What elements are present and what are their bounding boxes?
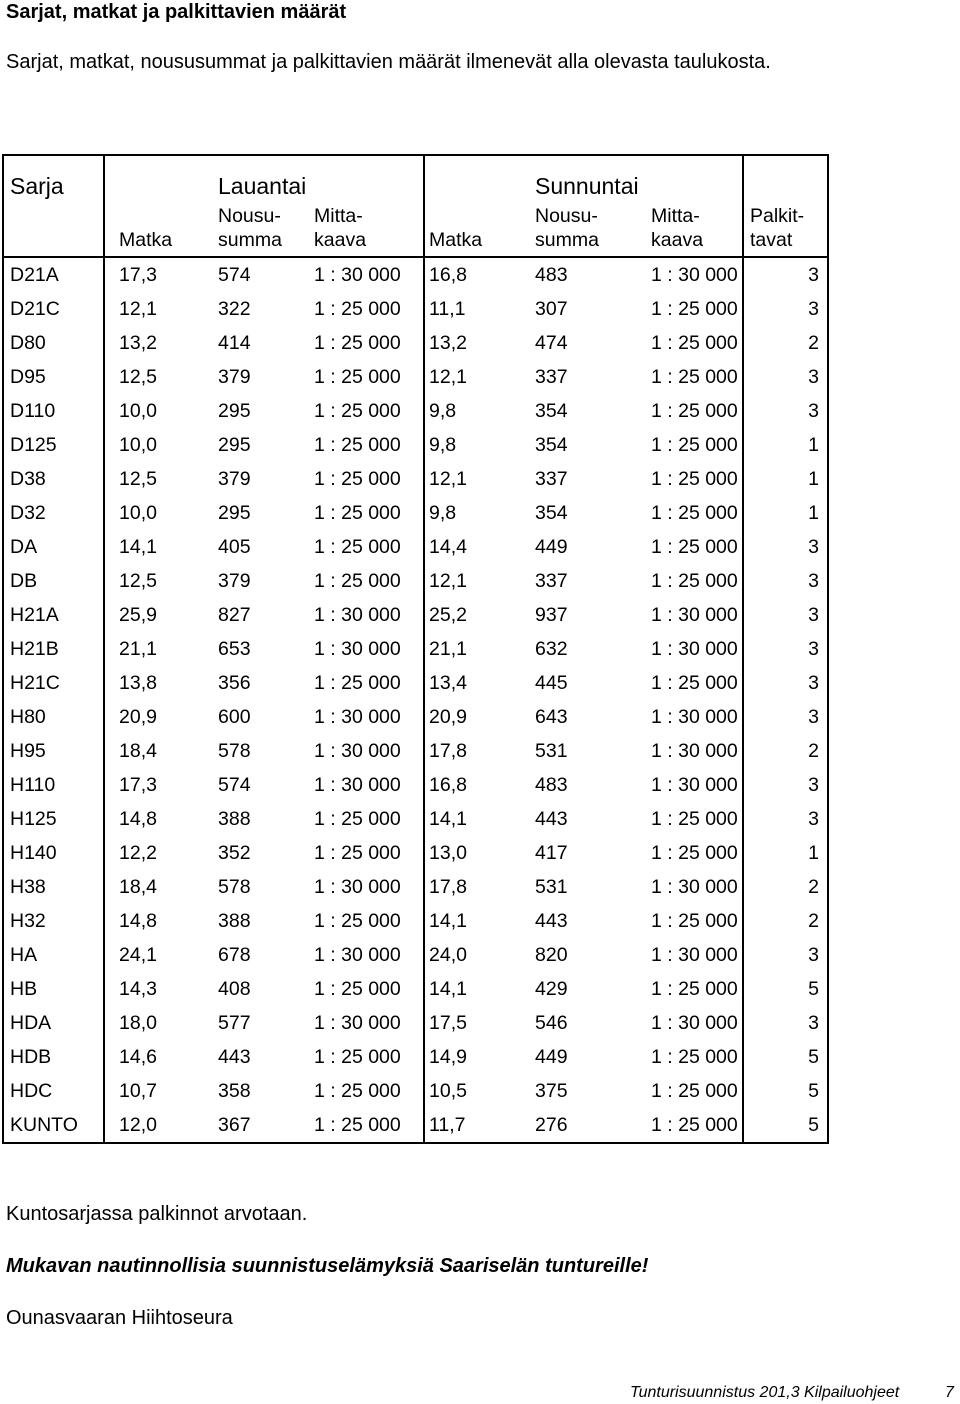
table-header-columns — [3, 200, 828, 257]
table-row — [3, 938, 828, 972]
cell-sat-mitta: 1 : 30 000 — [310, 632, 424, 666]
cell-palkittavat: 5 — [743, 972, 828, 1006]
cell-sat-matka: 13,2 — [119, 331, 157, 354]
table-row — [3, 972, 828, 1006]
cell-sarja: HDA — [3, 1006, 104, 1040]
cell-sat-matka: 12,2 — [119, 841, 157, 864]
cell-sarja: HDB — [3, 1040, 104, 1074]
cell-sat-nousu: 295 — [218, 399, 251, 422]
cell-sat-matka: 25,9 — [119, 603, 157, 626]
cell-sat-nousu: 295 — [218, 501, 251, 524]
cell-sat-matka: 18,4 — [119, 739, 157, 762]
page-number: 7 — [945, 1384, 954, 1401]
cell-sarja: HB — [3, 972, 104, 1006]
table-row — [3, 1074, 828, 1108]
cell-palkittavat: 3 — [743, 938, 828, 972]
slogan: Mukavan nautinnollisia suunnistuselämyksiä Saariselän tuntureille! — [6, 1255, 649, 1277]
cell-sun-matka: 14,1 — [429, 909, 467, 932]
table-row — [3, 734, 828, 768]
cell-sarja: D110 — [3, 394, 104, 428]
cell-sat-matka: 12,5 — [119, 569, 157, 592]
cell-sat-mitta: 1 : 25 000 — [310, 428, 424, 462]
table-row — [3, 700, 828, 734]
page-heading: Sarjat, matkat ja palkittavien määrät — [6, 1, 347, 23]
cell-palkittavat: 1 — [743, 462, 828, 496]
table-row — [3, 530, 828, 564]
cell-sarja: H110 — [3, 768, 104, 802]
cell-sun-mitta: 1 : 25 000 — [637, 530, 743, 564]
cell-palkittavat: 3 — [743, 632, 828, 666]
cell-sat-mitta: 1 : 25 000 — [310, 292, 424, 326]
cell-sun-matka: 10,5 — [429, 1079, 467, 1102]
cell-palkittavat: 1 — [743, 428, 828, 462]
cell-sarja: D95 — [3, 360, 104, 394]
cell-sat-mitta: 1 : 30 000 — [310, 938, 424, 972]
cell-sun-nousu: 820 — [535, 943, 568, 966]
cell-sun-matka: 16,8 — [429, 263, 467, 286]
cell-sat-nousu: 388 — [218, 807, 251, 830]
cell-palkittavat: 3 — [743, 700, 828, 734]
table-header-top — [3, 155, 828, 200]
cell-sat-matka: 10,7 — [119, 1079, 157, 1102]
cell-sun-nousu: 354 — [535, 399, 568, 422]
cell-sat-mitta: 1 : 30 000 — [310, 1006, 424, 1040]
cell-sat-nousu: 653 — [218, 637, 251, 660]
cell-sat-matka: 14,6 — [119, 1045, 157, 1068]
cell-sarja: D21A — [3, 257, 104, 292]
cell-sat-nousu: 379 — [218, 569, 251, 592]
cell-sun-matka: 17,8 — [429, 739, 467, 762]
cell-sun-mitta: 1 : 30 000 — [637, 700, 743, 734]
cell-palkittavat: 3 — [743, 666, 828, 700]
cell-sat-matka: 14,3 — [119, 977, 157, 1000]
cell-sun-nousu: 443 — [535, 807, 568, 830]
cell-sun-nousu: 531 — [535, 739, 568, 762]
cell-sarja: D125 — [3, 428, 104, 462]
cell-sun-matka: 24,0 — [429, 943, 467, 966]
cell-sat-mitta: 1 : 25 000 — [310, 496, 424, 530]
cell-sun-mitta: 1 : 30 000 — [637, 257, 743, 292]
cell-sun-mitta: 1 : 25 000 — [637, 1074, 743, 1108]
cell-palkittavat: 3 — [743, 564, 828, 598]
cell-sat-nousu: 578 — [218, 875, 251, 898]
cell-sat-nousu: 574 — [218, 773, 251, 796]
saturday-nousu-header: Nousu- summa — [208, 200, 310, 257]
cell-sun-nousu: 429 — [535, 977, 568, 1000]
cell-sat-matka: 14,8 — [119, 807, 157, 830]
cell-sat-mitta: 1 : 25 000 — [310, 1074, 424, 1108]
cell-sat-matka: 24,1 — [119, 943, 157, 966]
saturday-matka-header: Matka — [104, 200, 208, 257]
cell-sarja: D38 — [3, 462, 104, 496]
cell-sat-mitta: 1 : 30 000 — [310, 257, 424, 292]
cell-sun-matka: 20,9 — [429, 705, 467, 728]
cell-palkittavat: 5 — [743, 1074, 828, 1108]
table-row — [3, 870, 828, 904]
cell-sun-matka: 12,1 — [429, 569, 467, 592]
cell-sun-matka: 12,1 — [429, 467, 467, 490]
cell-sat-nousu: 352 — [218, 841, 251, 864]
cell-palkittavat: 3 — [743, 360, 828, 394]
table-body — [3, 257, 828, 1143]
cell-sarja: H95 — [3, 734, 104, 768]
cell-sat-matka: 17,3 — [119, 773, 157, 796]
cell-sun-nousu: 276 — [531, 1108, 637, 1143]
cell-sun-matka: 9,8 — [429, 501, 457, 524]
table-row — [3, 496, 828, 530]
table-row — [3, 598, 828, 632]
cell-palkittavat: 3 — [743, 598, 828, 632]
cell-sat-nousu: 379 — [218, 365, 251, 388]
cell-sun-mitta: 1 : 30 000 — [637, 870, 743, 904]
cell-sun-matka: 11,1 — [429, 297, 466, 320]
cell-palkittavat: 3 — [743, 394, 828, 428]
cell-sun-mitta: 1 : 25 000 — [637, 496, 743, 530]
cell-palkittavat: 3 — [743, 768, 828, 802]
cell-sun-matka: 13,4 — [429, 671, 467, 694]
cell-sun-matka: 14,9 — [429, 1045, 467, 1068]
cell-sat-mitta: 1 : 25 000 — [310, 904, 424, 938]
cell-sat-matka: 12,1 — [119, 297, 157, 320]
sunday-nousu-header: Nousu- summa — [531, 200, 637, 257]
footer-title: Tunturisuunnistus 201,3 Kilpailuohjeet — [630, 1384, 900, 1401]
table-row — [3, 632, 828, 666]
cell-sat-mitta: 1 : 30 000 — [310, 700, 424, 734]
cell-sun-mitta: 1 : 25 000 — [637, 326, 743, 360]
cell-sarja: DB — [3, 564, 104, 598]
courses-table — [2, 154, 829, 1144]
cell-palkittavat: 1 — [743, 836, 828, 870]
cell-sat-mitta: 1 : 25 000 — [310, 802, 424, 836]
cell-sat-nousu: 379 — [218, 467, 251, 490]
cell-sarja: D80 — [3, 326, 104, 360]
cell-sun-nousu: 337 — [535, 569, 568, 592]
cell-sarja: H21B — [3, 632, 104, 666]
cell-sat-matka: 12,5 — [119, 467, 157, 490]
cell-sat-nousu: 443 — [218, 1045, 251, 1068]
cell-sat-mitta: 1 : 30 000 — [310, 870, 424, 904]
cell-sat-nousu: 574 — [218, 263, 251, 286]
cell-sarja: D32 — [3, 496, 104, 530]
cell-sun-mitta: 1 : 25 000 — [637, 360, 743, 394]
cell-palkittavat: 2 — [743, 870, 828, 904]
cell-sat-matka: 10,0 — [119, 399, 157, 422]
table-row — [3, 428, 828, 462]
cell-sun-nousu: 483 — [535, 263, 568, 286]
cell-palkittavat: 5 — [743, 1040, 828, 1074]
cell-sarja: H38 — [3, 870, 104, 904]
cell-sun-matka: 13,2 — [429, 331, 467, 354]
cell-sat-mitta: 1 : 25 000 — [310, 836, 424, 870]
cell-sarja: H140 — [3, 836, 104, 870]
cell-sat-nousu: 414 — [218, 331, 251, 354]
cell-sarja: DA — [3, 530, 104, 564]
cell-sarja: H80 — [3, 700, 104, 734]
table-row — [3, 326, 828, 360]
cell-sun-mitta: 1 : 25 000 — [637, 972, 743, 1006]
cell-sat-nousu: 577 — [218, 1011, 251, 1034]
cell-sun-mitta: 1 : 25 000 — [637, 836, 743, 870]
cell-sun-mitta: 1 : 30 000 — [637, 768, 743, 802]
cell-sat-nousu: 405 — [218, 535, 251, 558]
cell-sun-nousu: 337 — [535, 467, 568, 490]
cell-sarja: H21C — [3, 666, 104, 700]
cell-sat-mitta: 1 : 30 000 — [310, 768, 424, 802]
cell-sat-nousu: 322 — [218, 297, 251, 320]
table-row — [3, 768, 828, 802]
table-row — [3, 1006, 828, 1040]
cell-palkittavat: 3 — [743, 530, 828, 564]
cell-sun-matka: 17,8 — [429, 875, 467, 898]
table-row — [3, 666, 828, 700]
organizer: Ounasvaaran Hiihtoseura — [6, 1307, 233, 1329]
cell-palkittavat: 3 — [743, 257, 828, 292]
cell-sun-nousu: 643 — [535, 705, 568, 728]
cell-sat-mitta: 1 : 25 000 — [310, 326, 424, 360]
cell-sarja: KUNTO — [3, 1108, 104, 1143]
cell-palkittavat: 3 — [743, 292, 828, 326]
cell-sat-mitta: 1 : 25 000 — [310, 1108, 424, 1143]
cell-sat-nousu: 827 — [218, 603, 251, 626]
cell-sun-matka: 12,1 — [429, 365, 467, 388]
cell-sarja: H21A — [3, 598, 104, 632]
table-row — [3, 1108, 828, 1143]
cell-sat-nousu: 408 — [218, 977, 251, 1000]
cell-sat-matka: 12,0 — [104, 1108, 208, 1143]
cell-sun-matka: 11,7 — [424, 1108, 531, 1143]
cell-sarja: H125 — [3, 802, 104, 836]
cell-sat-nousu: 358 — [218, 1079, 251, 1102]
cell-sun-matka: 25,2 — [429, 603, 467, 626]
cell-sat-nousu: 356 — [218, 671, 251, 694]
cell-sun-mitta: 1 : 25 000 — [637, 1040, 743, 1074]
cell-sat-mitta: 1 : 25 000 — [310, 1040, 424, 1074]
cell-sun-nousu: 632 — [535, 637, 568, 660]
cell-sat-matka: 14,8 — [119, 909, 157, 932]
sunday-mitta-header: Mitta- kaava — [637, 200, 743, 257]
cell-sarja: D21C — [3, 292, 104, 326]
cell-sun-nousu: 443 — [535, 909, 568, 932]
cell-sat-mitta: 1 : 25 000 — [310, 462, 424, 496]
cell-sun-nousu: 445 — [535, 671, 568, 694]
cell-sun-mitta: 1 : 25 000 — [637, 802, 743, 836]
cell-sun-matka: 16,8 — [429, 773, 467, 796]
cell-palkittavat: 2 — [743, 904, 828, 938]
cell-sun-nousu: 449 — [535, 535, 568, 558]
cell-sat-matka: 18,0 — [119, 1011, 157, 1034]
cell-sun-mitta: 1 : 25 000 — [637, 564, 743, 598]
table-row — [3, 394, 828, 428]
cell-sun-mitta: 1 : 25 000 — [637, 462, 743, 496]
table-row — [3, 904, 828, 938]
cell-palkittavat: 2 — [743, 734, 828, 768]
cell-sat-mitta: 1 : 25 000 — [310, 666, 424, 700]
cell-sun-mitta: 1 : 25 000 — [637, 292, 743, 326]
cell-sat-matka: 10,0 — [119, 501, 157, 524]
cell-sat-mitta: 1 : 25 000 — [310, 394, 424, 428]
palkittavat-header: Palkit- tavat — [743, 200, 828, 257]
cell-palkittavat: 2 — [743, 326, 828, 360]
table-row — [3, 257, 828, 292]
cell-sat-nousu: 600 — [218, 705, 251, 728]
cell-sat-mitta: 1 : 30 000 — [310, 734, 424, 768]
cell-sat-matka: 10,0 — [119, 433, 157, 456]
sunday-matka-header: Matka — [424, 200, 531, 257]
intro-paragraph: Sarjat, matkat, noususummat ja palkittavien määrät ilmenevät alla olevasta taulukosta. — [6, 51, 771, 73]
cell-sat-nousu: 678 — [218, 943, 251, 966]
cell-sarja: HA — [3, 938, 104, 972]
cell-sun-nousu: 449 — [535, 1045, 568, 1068]
sunday-header: Sunnuntai — [531, 155, 637, 200]
table-row — [3, 462, 828, 496]
table-row — [3, 360, 828, 394]
cell-sun-matka: 14,1 — [429, 807, 467, 830]
cell-sun-mitta: 1 : 25 000 — [637, 1108, 743, 1143]
cell-sun-mitta: 1 : 25 000 — [637, 904, 743, 938]
cell-sun-mitta: 1 : 30 000 — [637, 734, 743, 768]
cell-sat-mitta: 1 : 30 000 — [310, 598, 424, 632]
cell-sun-matka: 13,0 — [429, 841, 467, 864]
cell-sun-nousu: 474 — [535, 331, 568, 354]
cell-sun-matka: 21,1 — [429, 637, 467, 660]
cell-sat-mitta: 1 : 25 000 — [310, 360, 424, 394]
cell-sat-matka: 14,1 — [119, 535, 157, 558]
cell-sat-nousu: 295 — [218, 433, 251, 456]
cell-sun-nousu: 417 — [535, 841, 568, 864]
cell-sun-mitta: 1 : 25 000 — [637, 394, 743, 428]
cell-sun-nousu: 375 — [535, 1079, 568, 1102]
table-row — [3, 836, 828, 870]
cell-sat-nousu: 578 — [218, 739, 251, 762]
cell-sat-nousu: 367 — [208, 1108, 310, 1143]
cell-sun-matka: 14,4 — [429, 535, 467, 558]
cell-palkittavat: 5 — [743, 1108, 828, 1143]
cell-sun-nousu: 307 — [535, 297, 568, 320]
cell-sun-nousu: 937 — [535, 603, 568, 626]
table-row — [3, 802, 828, 836]
cell-sun-nousu: 546 — [535, 1011, 568, 1034]
cell-sun-mitta: 1 : 25 000 — [637, 666, 743, 700]
table-row — [3, 564, 828, 598]
cell-sat-matka: 20,9 — [119, 705, 157, 728]
footnote: Kuntosarjassa palkinnot arvotaan. — [6, 1203, 308, 1225]
cell-sat-nousu: 388 — [218, 909, 251, 932]
cell-sat-mitta: 1 : 25 000 — [310, 564, 424, 598]
cell-sat-matka: 12,5 — [119, 365, 157, 388]
saturday-mitta-header: Mitta- kaava — [310, 200, 424, 257]
cell-sun-nousu: 531 — [535, 875, 568, 898]
cell-sun-mitta: 1 : 25 000 — [637, 428, 743, 462]
table-row — [3, 1040, 828, 1074]
cell-sat-matka: 18,4 — [119, 875, 157, 898]
cell-sun-matka: 9,8 — [429, 433, 457, 456]
saturday-header: Lauantai — [208, 155, 310, 200]
cell-sun-matka: 14,1 — [429, 977, 467, 1000]
cell-sun-mitta: 1 : 30 000 — [637, 1006, 743, 1040]
cell-sat-mitta: 1 : 25 000 — [310, 972, 424, 1006]
cell-palkittavat: 3 — [743, 1006, 828, 1040]
cell-sun-mitta: 1 : 30 000 — [637, 632, 743, 666]
cell-sun-mitta: 1 : 30 000 — [637, 598, 743, 632]
cell-sarja: HDC — [3, 1074, 104, 1108]
cell-sat-matka: 17,3 — [119, 263, 157, 286]
cell-sun-mitta: 1 : 30 000 — [637, 938, 743, 972]
sarja-header: Sarja — [3, 155, 104, 200]
cell-sun-nousu: 354 — [535, 433, 568, 456]
cell-sat-matka: 21,1 — [119, 637, 157, 660]
cell-sun-matka: 17,5 — [429, 1011, 467, 1034]
cell-palkittavat: 3 — [743, 802, 828, 836]
cell-sun-nousu: 354 — [535, 501, 568, 524]
cell-sun-matka: 9,8 — [429, 399, 457, 422]
cell-sun-nousu: 337 — [535, 365, 568, 388]
cell-sarja: H32 — [3, 904, 104, 938]
table-row — [3, 292, 828, 326]
cell-sun-nousu: 483 — [535, 773, 568, 796]
cell-sat-mitta: 1 : 25 000 — [310, 530, 424, 564]
cell-palkittavat: 1 — [743, 496, 828, 530]
cell-sat-matka: 13,8 — [119, 671, 157, 694]
